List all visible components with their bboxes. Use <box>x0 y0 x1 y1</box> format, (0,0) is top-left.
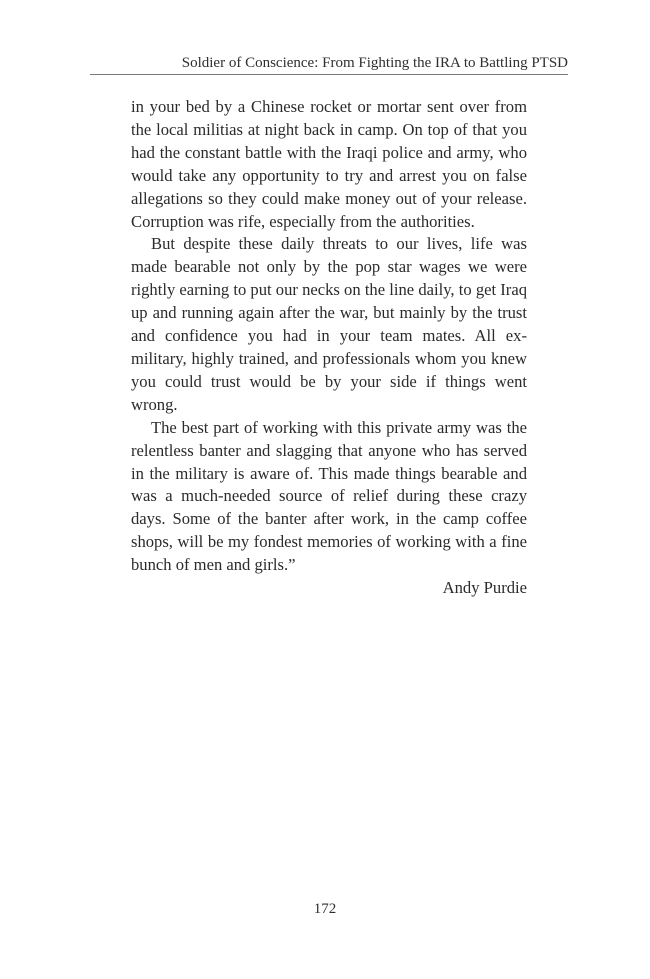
body-text <box>131 96 527 600</box>
running-header: Soldier of Conscience: From Fighting the IRA to Battling PTSD <box>181 55 568 71</box>
paragraph: The best part of working with this private army was the relentless banter and slagging that anyone who has served in the military is aware of. This made things bearable and was a much-needed source of relief during these crazy days. Some of the banter after work, in the camp coffee shops, will be my fondest memories of working with a fine bunch of men and girls.” <box>131 417 527 575</box>
paragraph: But despite these daily threats to our lives, life was made bearable not only by the pop star wages we were rightly earning to put our necks on the line daily, to get Iraq up and running again after the war, but mainly by the trust and confidence you had in your team mates. All ex-military, highly trained, and professionals whom you knew you could trust would be by your side if things went wrong. <box>131 234 527 414</box>
page-number: 172 <box>313 901 337 917</box>
signature: Andy Purdie <box>442 578 527 598</box>
header-rule <box>90 74 568 75</box>
paragraph: in your bed by a Chinese rocket or mortar sent over from the local militias at night back in camp. On top of that you had the constant battle with the Iraqi police and army, who would take any opportunity to try and arrest you on false allegations so they could make money out of your release. Corruption was rife, especially from the authorities. <box>131 97 527 231</box>
